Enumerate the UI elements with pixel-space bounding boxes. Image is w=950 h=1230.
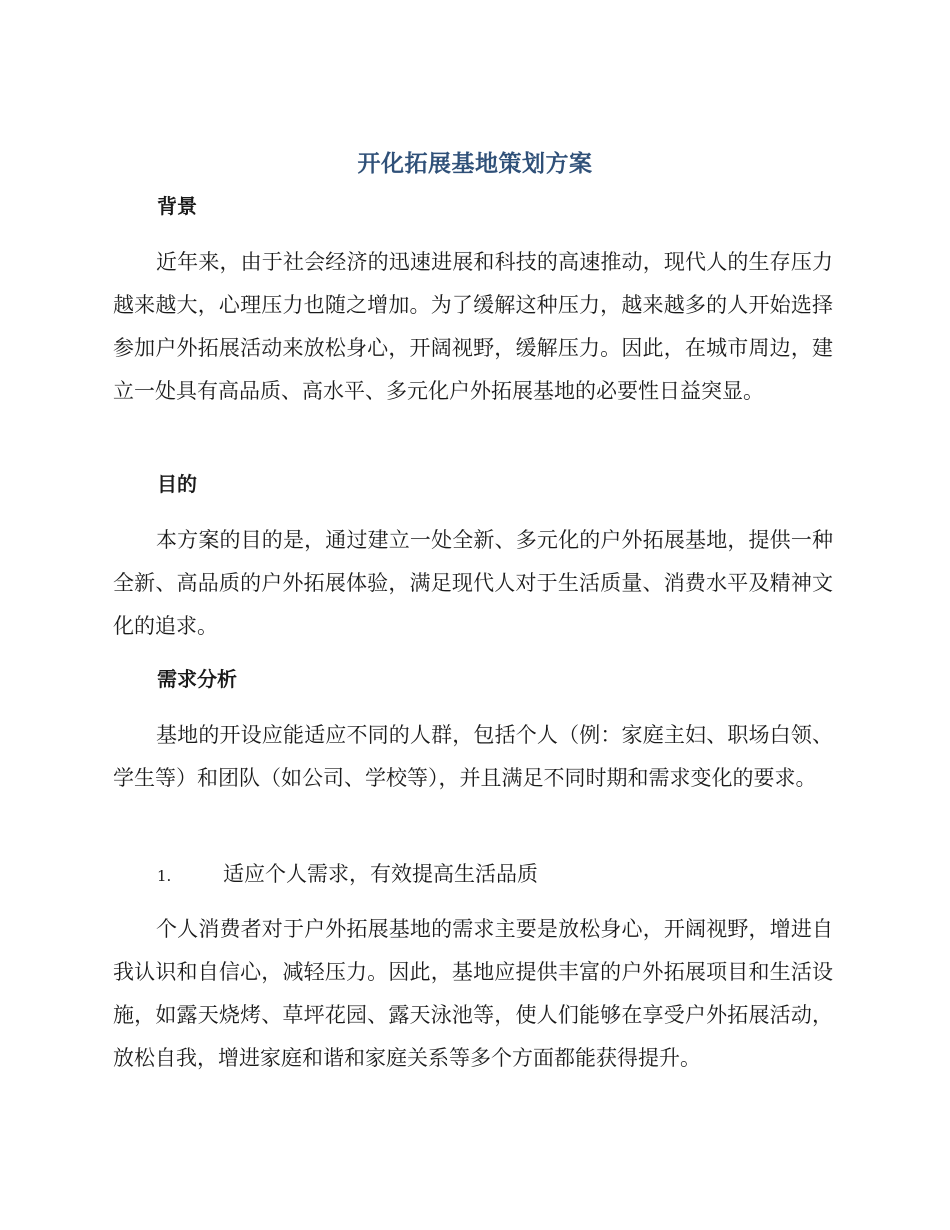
section-heading-demand: 需求分析	[157, 667, 237, 691]
section-heading-purpose: 目的	[157, 472, 197, 496]
list-item-title: 适应个人需求，有效提高生活品质	[223, 862, 538, 886]
section-body-demand: 基地的开设应能适应不同的人群，包括个人（例：家庭主妇、职场白领、学生等）和团队（如公司、学校等），并且满足不同时期和需求变化的要求。	[113, 723, 833, 790]
section-body-background: 近年来，由于社会经济的迅速进展和科技的高速推动，现代人的生存压力越来越大，心理压力也随之增加。为了缓解这种压力，越来越多的人开始选择参加户外拓展活动来放松身心，开阔视野，缓解压力。因此，在城市周边，建立一处具有高品质、高水平、多元化户外拓展基地的必要性日益突显。	[113, 250, 833, 403]
section-body-purpose: 本方案的目的是，通过建立一处全新、多元化的户外拓展基地，提供一种全新、高品质的户外拓展体验，满足现代人对于生活质量、消费水平及精神文化的追求。	[113, 528, 833, 638]
section-heading-background: 背景	[157, 194, 197, 218]
document-title: 开化拓展基地策划方案	[357, 151, 593, 177]
list-item-body: 个人消费者对于户外拓展基地的需求主要是放松身心，开阔视野，增进自我认识和自信心，减轻压力。因此，基地应提供丰富的户外拓展项目和生活设施，如露天烧烤、草坪花园、露天泳池等，使人们能够在享受户外拓展活动，放松自我，增进家庭和谐和家庭关系等多个方面都能获得提升。	[113, 917, 833, 1070]
list-item	[157, 856, 538, 894]
list-item-number: 1.	[157, 867, 172, 885]
